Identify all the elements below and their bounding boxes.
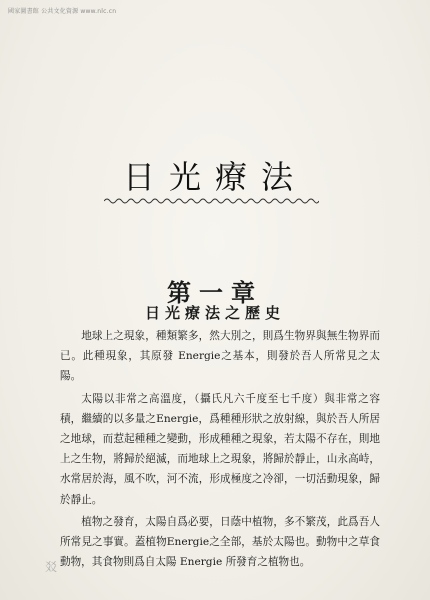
paragraph-3: 植物之發育，太陽自爲必要，日蔭中植物，多不繁茂，此爲吾人所常見之事實。蓋植物Energie之全部，基於太陽也。動物中之草食動物，其食物則爲自太陽 Energie 所發育之植物也。 <box>60 515 380 569</box>
paragraph-1: 地球上之現象，種類繁多，然大別之，則爲生物界與無生物界而已。此種現象，其原發 Energie之基本，則發於吾人所常見之太陽。 <box>60 330 380 383</box>
wavy-underline <box>104 196 319 206</box>
paragraph-2: 太陽以非常之高溫度，（攝氏凡六千度至七千度）與非常之容積，繼續的以多量之Energie，爲種種形狀之放射線，與於吾人所居之地球，而惹起種種之變動，形成種種之現象，若太陽不存在，則地上之生物，將歸於絕滅，而地球上之現象，將歸於靜止，山永高峙，水常居於海，風不吹，河不流，形成極度之冷卻，一切活動現象，歸於靜止。 <box>60 392 380 506</box>
margin-stain-mark: 㸚 <box>45 560 58 574</box>
section-heading: 日光療法之歷史 <box>144 304 285 322</box>
chapter-heading: 第一章 <box>167 278 263 307</box>
watermark: 國家圖書館 公共文化資源 www.nlc.cn <box>8 8 117 15</box>
book-title: 日光療法 <box>122 158 307 196</box>
body-text <box>60 326 380 574</box>
